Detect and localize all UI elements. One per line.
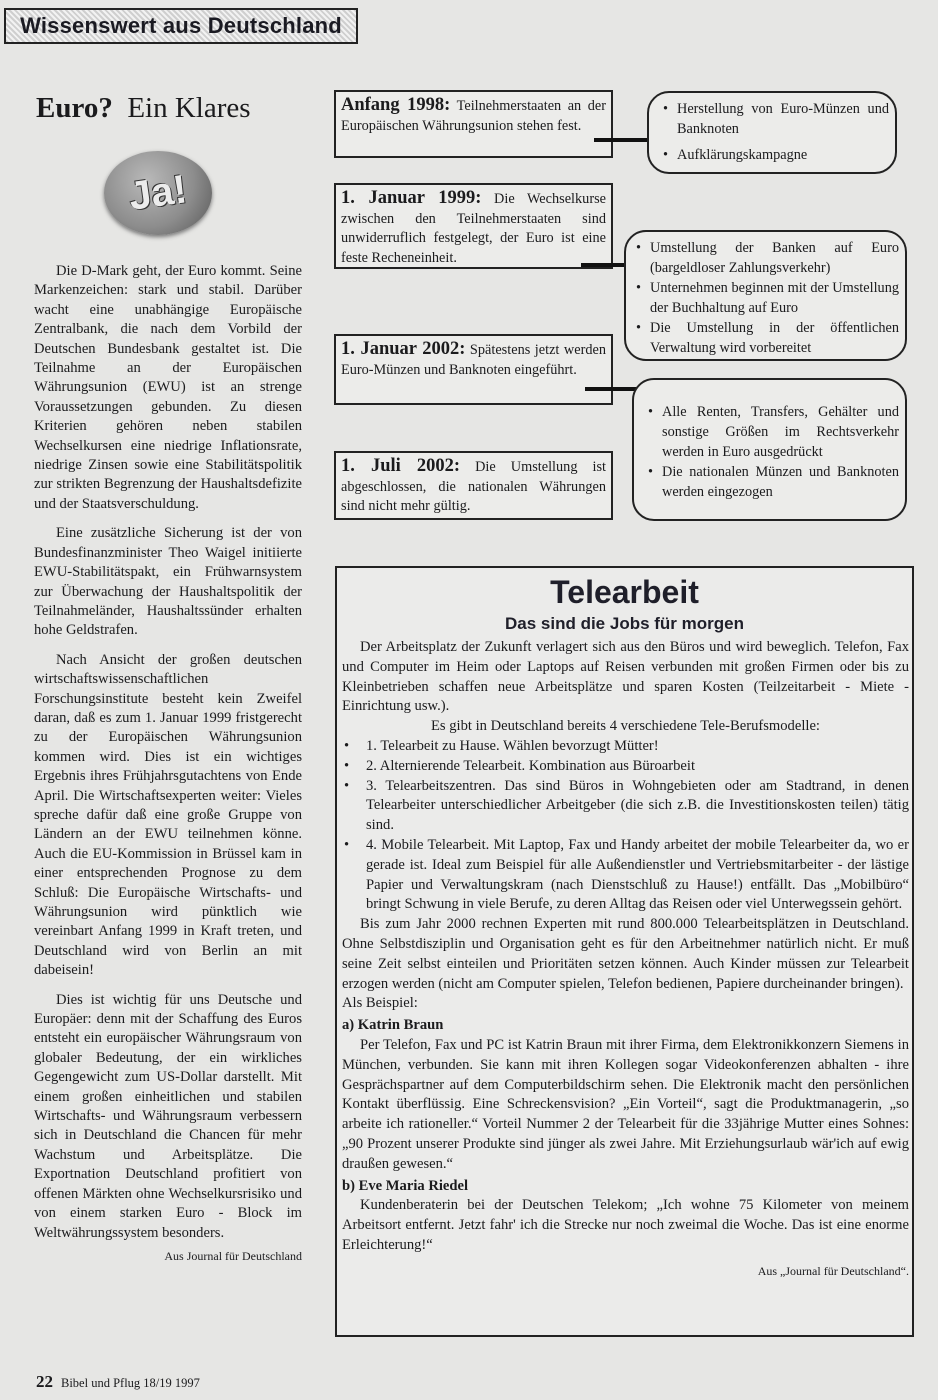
telearbeit-models-list [342, 737, 909, 915]
paragraph: Die D-Mark geht, der Euro kommt. Seine Markenzeichen: stark und stabil. Darüber wacht eine unabhängige Europäische Zentralbank, die nach dem Vorbild der Deutschen Bundesbank gestaltet ist. Die Teilnahme an der Europäischen Währungsunion (EWU) ist an strenge Voraussetzungen gebunden. Zu diesen Kriterien gehören neben stabilen Wechselkursen eine niedrige Inflationsrate, niedrige Zinsen sowie eine Stabilitätspolitik zur strikten Begrenzung der Haushaltsdefizite und der Staatsverschuldung. [34, 263, 302, 512]
paragraph: Dies ist wichtig für uns Deutsche und Europäer: denn mit der Schaffung des Euros entsteht ein europäischer Währungsraum von globaler Bedeutung, der ein wirkliches Gegengewicht zum US-Dollar darstellt. Mit einem großen einheitlichen und stabilen Wirtschafts- und Währungsraum verbessern sich in Deutschland die Chancen für mehr Wachstum und Arbeitsplätze. Die Exportnation Deutschland profitiert von offenen Märkten ohne Wechselkursrisiko und von einem starken Euro - Block im Weltwährungssystem besonders. [34, 991, 302, 1241]
list-item: • 3. Telearbeitszentren. Das sind Büros in Wohngebieten oder am Stadtrand, in denen Telearbeiter unterschiedlicher Arbeitgeber (die sich z.B. die Investitionskosten teilen) tätig sind. [342, 777, 909, 836]
section-header-title: Wissenswert aus Deutschland [20, 13, 342, 38]
paragraph: Nach Ansicht der großen deutschen wirtschaftswissenschaftlichen Forschungsinstitute besteht kein Zweifel daran, daß es zum 1. Januar 1999 fristgerecht zu der Europäischen Währungsunion kommen wird. Dies ist ein wichtiges Ergebnis ihres Frühjahrsgutachtens von Ende April. Die Wirtschaftsexperten weiter: Vieles spreche dafür daß eine große Gruppe von Ländern an der EWU teilnehmen könne. Auch die EU-Kommission in Brüssel kam in einer entsprechenden Prognose zu dem Schluß: Die Europäische Wirtschafts- und Währungsunion wird pünktlich wie vereinbart Anfang 1999 in Kraft treten, und Deutschland wird von Berlin an mit dabeisein! [34, 651, 302, 979]
timeline-text: Teilnehmerstaaten an der Europäischen Währungsunion stehen fest. [341, 98, 606, 134]
publication-name: Bibel und Pflug 18/19 1997 [61, 1376, 200, 1390]
example-b-text: Kundenberaterin bei der Deutschen Telekom; „Ich wohne 75 Kilometer von meinem Arbeitsort entfernt. Jetzt fahr' ich die Strecke nur noch zweimal die Woche. Das ist eine enorme Erleichterung!“ [342, 1197, 909, 1253]
timeline-step-2002-jan [334, 334, 613, 405]
euro-article-body [34, 262, 302, 1276]
note-item: • Umstellung der Banken auf Euro (bargeldloser Zahlungsverkehr) [636, 238, 899, 278]
section-header [4, 8, 358, 44]
telearbeit-models-intro: Es gibt in Deutschland bereits 4 verschiedene Tele-Berufsmodelle: [431, 718, 820, 735]
paragraph: Eine zusätzliche Sicherung ist der von Bundesfinanzminister Theo Waigel initiierte EWU-Stabilitätspakt, ein Frühwarnsystem zur Überwachung der Haushaltspolitik der Teilnahmeländer, Haushaltssünder erhalten hohe Geldstrafen. [34, 525, 302, 639]
telearbeit-title: Telearbeit [550, 574, 699, 610]
timeline-note-1999 [624, 230, 907, 361]
coin-text: Ja! [126, 166, 190, 219]
example-b-heading: b) Eve Maria Riedel [342, 1177, 469, 1194]
article-title-bold: Euro? [36, 92, 113, 124]
list-item: • 4. Mobile Telearbeit. Mit Laptop, Fax und Handy arbeitet der mobile Telearbeiter da, wo er gerade ist. Ideal zum Beispiel für alle Außendienstler und Vertriebsmitarbeiter - der lästige Papier und Verwaltungskram (nach Dienstschluß zu Hause!) entfällt. Das „Mobilbüro“ bringt Schwung in viele Berufe, zu deren Alltag das Reisen oder viel Unterwegssein gehört. [342, 836, 909, 915]
note-item: • Aufklärungskampagne [663, 145, 889, 165]
timeline-step-1999 [334, 183, 613, 269]
page-number: 22 [36, 1372, 53, 1391]
telearbeit-intro: Der Arbeitsplatz der Zukunft verlagert sich aus den Büros und wird beweglich. Telefon, Fax und Computer im Heim oder Laptops auf Reisen verbunden mit großen Firmen oder bis zu Kleinbetrieben schaffen neue Arbeitsplätze und sparen Kosten (Teilzeitarbeit - Miete - Einrichtung usw.). [342, 639, 909, 715]
telearbeit-example-label: Als Beispiel: [342, 995, 418, 1012]
timeline-step-1998 [334, 90, 613, 158]
timeline-note-2002 [632, 378, 907, 521]
note-item: • Alle Renten, Transfers, Gehälter und sonstige Größen im Rechtsverkehr werden in Euro ausgedrückt [648, 402, 899, 462]
list-item: • 1. Telearbeit zu Hause. Wählen bevorzugt Mütter! [342, 737, 909, 757]
article-source: Aus Journal für Deutschland [164, 1248, 302, 1263]
timeline-date: 1. Januar 2002: [341, 339, 466, 359]
timeline-date: 1. Juli 2002: [341, 456, 461, 476]
note-item: • Die Umstellung in der öffentlichen Verwaltung wird vorbereitet [636, 318, 899, 358]
note-item: • Unternehmen beginnen mit der Umstellung der Buchhaltung auf Euro [636, 278, 899, 318]
telearbeit-source: Aus „Journal für Deutschland“. [757, 1263, 909, 1278]
article-title [36, 92, 251, 125]
article-title-rest: Ein Klares [127, 92, 251, 124]
example-a-text: Per Telefon, Fax und PC ist Katrin Braun mit ihrer Firma, dem Elektronikkonzern Siemens in München, verbunden. Sie kann mit ihren Kollegen sogar Videokonferenzen abhalten - ihre Gesprächspartner auf dem Computerbildschirm sehen. Die Elektronik macht den persönlichen Kontakt überflüssig. Eine Schreckensvision? „Ein Vorteil“, sagt die Produktmanagerin, „so arbeite ich rationeller.“ Vorteil Nummer 2 der Telearbeit für die 33jährige Mutter eines Sohnes: „90 Prozent unserer Produkte sind jünger als zwei Jahre. Mit Erziehungsurlaub wär'ich auf ewig draußen gewesen.“ [342, 1036, 909, 1172]
telearbeit-outlook: Bis zum Jahr 2000 rechnen Experten mit rund 800.000 Telearbeitsplätzen in Deutschland. Ohne Selbstdisziplin und Organisation geht es für den Arbeitnehmer natürlich nicht. Er muß seine Zeit selbst einteilen und Prioritäten setzen können. Auch Kinder müssen zur Telearbeit erzogen werden (nicht am Computer spielen, Telefon bedienen, Papiere durcheinander bringen). [342, 916, 909, 992]
timeline-text: Die Wechselkurse zwischen den Teilnehmerstaaten sind unwiderruflich festgelegt, der Euro ist eine feste Recheneinheit. [341, 191, 606, 266]
list-item: • 2. Alternierende Telearbeit. Kombination aus Büroarbeit [342, 757, 909, 777]
timeline-text: Spätestens jetzt werden Euro-Münzen und Banknoten eingeführt. [341, 342, 607, 378]
note-item: • Herstellung von Euro-Münzen und Banknoten [663, 99, 889, 139]
timeline-step-2002-jul [334, 451, 613, 520]
timeline-text: Die Umstellung ist abgeschlossen, die nationalen Währungen sind nicht mehr gültig. [341, 459, 607, 514]
page-footer [36, 1372, 200, 1392]
timeline-date: Anfang 1998: [341, 95, 451, 115]
example-a-heading: a) Katrin Braun [342, 1017, 444, 1034]
telearbeit-box [335, 566, 914, 1337]
telearbeit-body [342, 638, 909, 1282]
timeline-date: 1. Januar 1999: [341, 188, 482, 208]
timeline-note-1998 [647, 91, 897, 174]
telearbeit-subtitle: Das sind die Jobs für morgen [505, 614, 744, 633]
note-item: • Die nationalen Münzen und Banknoten werden eingezogen [648, 462, 899, 502]
euro-coin-image [104, 151, 212, 235]
